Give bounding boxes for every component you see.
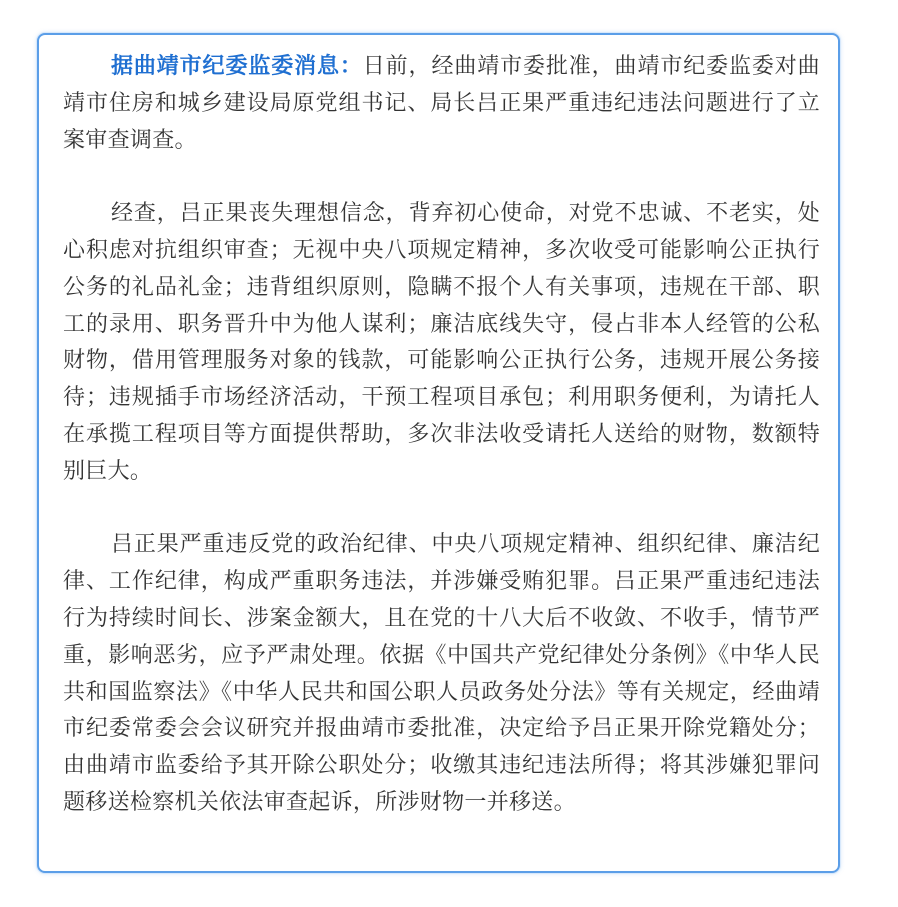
article-card xyxy=(37,33,840,873)
paragraph-1-text: 日前，经曲靖市委批准，曲靖市纪委监委对曲靖市住房和城乡建设局原党组书记、局长吕正果严重违纪违法问题进行了立案审查调查。 xyxy=(63,54,820,153)
article-paragraph-2: 经查，吕正果丧失理想信念，背弃初心使命，对党不忠诚、不老实，处心积虑对抗组织审查；无视中央八项规定精神，多次收受可能影响公正执行公务的礼品礼金；违背组织原则，隐瞒不报个人有关事项，违规在干部、职工的录用、职务晋升中为他人谋利；廉洁底线失守，侵占非本人经管的公私财物，借用管理服务对象的钱款，可能影响公正执行公务，违规开展公务接待；违规插手市场经济活动，干预工程项目承包；利用职务便利，为请托人在承揽工程项目等方面提供帮助，多次非法收受请托人送给的财物，数额特别巨大。 xyxy=(63,201,820,484)
source-lead: 据曲靖市纪委监委消息： xyxy=(111,54,363,79)
article-paragraph-3: 吕正果严重违反党的政治纪律、中央八项规定精神、组织纪律、廉洁纪律、工作纪律，构成严重职务违法，并涉嫌受贿犯罪。吕正果严重违纪违法行为持续时间长、涉案金额大，且在党的十八大后不收敛、不收手，情节严重，影响恶劣，应予严肃处理。依据《中国共产党纪律处分条例》《中华人民共和国监察法》《中华人民共和国公职人员政务处分法》等有关规定，经曲靖市纪委常委会会议研究并报曲靖市委批准，决定给予吕正果开除党籍处分；由曲靖市监委给予其开除公职处分；收缴其违纪违法所得；将其涉嫌犯罪问题移送检察机关依法审查起诉，所涉财物一并移送。 xyxy=(63,532,820,815)
article-paragraph-1 xyxy=(63,49,820,159)
